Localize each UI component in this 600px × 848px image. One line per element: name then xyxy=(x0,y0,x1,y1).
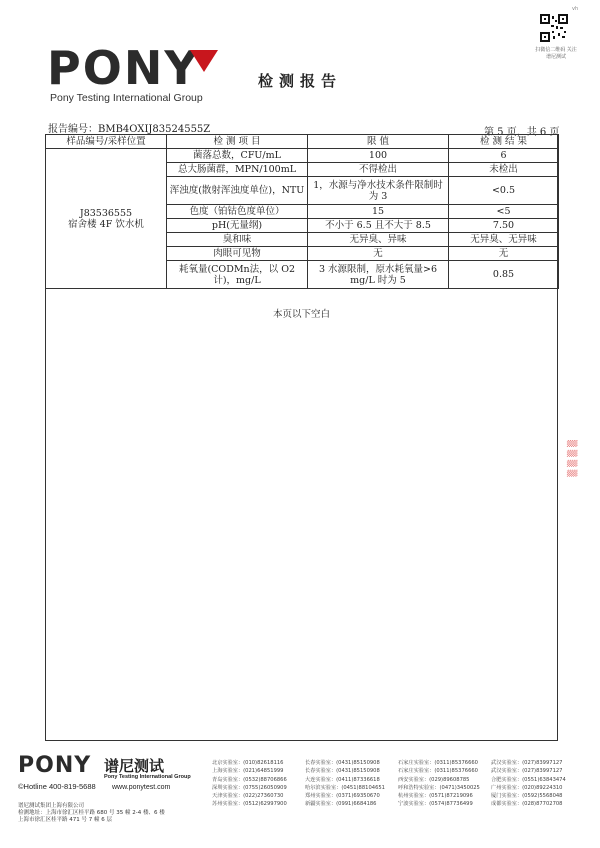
address-line: 检测地址：上海市徐汇区桂平路 680 号 35 幢 2-4 楼、6 楼 xyxy=(18,810,165,816)
qr-code-icon xyxy=(540,14,568,42)
lab-contact: 厦门实验室：(0592)5568048 xyxy=(491,793,563,800)
footer-company-en: Pony Testing International Group xyxy=(104,774,191,780)
limit-cell: 100 xyxy=(308,149,449,163)
result-cell: 无 xyxy=(449,247,559,261)
blank-below-note: 本页以下空白 xyxy=(272,309,330,320)
item-cell: 耗氧量(CODMn法，以 O2 计)，mg/L xyxy=(167,261,308,289)
lab-contact: 大连实验室：(0411)87336618 xyxy=(305,776,380,783)
limit-cell: 3 水源限制，原水耗氧量>6 mg/L 时为 5 xyxy=(308,261,449,289)
table-row xyxy=(46,149,559,163)
lab-contact: 深圳实验室：(0755)26050909 xyxy=(212,784,287,791)
lab-contact: 呼和浩特实验室：(0471)3450025 xyxy=(398,784,480,791)
footer-company-cn: 谱尼测试 xyxy=(104,757,165,775)
lab-contact: 武汉实验室：(027)83997127 xyxy=(491,760,563,766)
pony-logo: PONY xyxy=(47,41,200,95)
sample-id: J83536555 xyxy=(79,207,133,219)
logo-subtitle: Pony Testing International Group xyxy=(50,92,203,104)
result-cell: 未检出 xyxy=(449,163,559,177)
item-cell: 肉眼可见物 xyxy=(167,247,308,261)
footer-address xyxy=(18,803,165,824)
qr-caption: 扫微信二维码 关注谱尼测试 xyxy=(535,47,577,60)
header-limit: 限 值 xyxy=(308,135,449,149)
item-cell: 总大肠菌群，MPN/100mL xyxy=(167,163,308,177)
lab-contact: 天津实验室：(022)27360730 xyxy=(212,793,284,800)
limit-cell: 1，水源与净水技术条件限制时为 3 xyxy=(308,177,449,205)
seal-stamp: ▒▒▒▒ xyxy=(566,440,576,480)
lab-contact: 新疆实验室：(0991)6684186 xyxy=(305,801,377,808)
lab-contact: 合肥实验室：(0551)63843474 xyxy=(491,776,566,783)
table-header-row xyxy=(46,135,559,149)
sample-cell xyxy=(46,149,167,289)
copyright-icon: © xyxy=(18,782,24,791)
lab-contact: 杭州实验室：(0571)87219096 xyxy=(398,793,473,800)
lab-contact: 上海实验室：(021)64851999 xyxy=(212,768,284,775)
lab-contact: 西安实验室：(029)89608785 xyxy=(398,776,470,783)
logo-triangle-icon xyxy=(190,50,218,72)
lab-contact: 青岛实验室：(0532)88706866 xyxy=(212,776,287,783)
limit-cell: 15 xyxy=(308,205,449,219)
hotline-text: Hotline 400-819-5688 xyxy=(23,782,96,791)
results-table xyxy=(45,134,559,289)
lab-contact: 石家庄实验室：(0311)85376660 xyxy=(398,768,478,775)
item-cell: 浑浊度(散射浑浊度单位)，NTU xyxy=(167,177,308,205)
limit-cell: 不得检出 xyxy=(308,163,449,177)
footer-logo: PONY xyxy=(18,753,92,778)
lab-contact: 长春实验室：(0431)85150908 xyxy=(305,760,380,766)
item-cell: 色度（铂钴色度单位） xyxy=(167,205,308,219)
result-cell: 6 xyxy=(449,149,559,163)
limit-cell: 无异臭、异味 xyxy=(308,233,449,247)
page-number: 第 5 页，共 6 页 xyxy=(484,127,560,138)
lab-contact: 武汉实验室：(027)83997127 xyxy=(491,768,563,775)
header-result: 检 测 结 果 xyxy=(449,135,559,149)
result-cell: <5 xyxy=(449,205,559,219)
lab-contact: 长春实验室：(0431)85150908 xyxy=(305,768,380,775)
lab-contact: 哈尔滨实验室：(0451)88104651 xyxy=(305,784,385,791)
lab-contact: 石家庄实验室：(0311)85376660 xyxy=(398,760,478,766)
item-cell: pH(无量纲) xyxy=(167,219,308,233)
report-number: 报告编号：BMB4OXIJ83524555Z xyxy=(48,124,211,135)
lab-contact: 苏州实验室：(0512)62997900 xyxy=(212,801,287,808)
lab-contact: 成都实验室：(028)87702708 xyxy=(491,801,563,808)
result-cell: 7.50 xyxy=(449,219,559,233)
limit-cell: 无 xyxy=(308,247,449,261)
page-title: 检测报告 xyxy=(258,72,343,90)
result-cell: 无异臭、无异味 xyxy=(449,233,559,247)
lab-contact: 广州实验室：(020)89224310 xyxy=(491,784,563,791)
header-sample: 样品编号/采样位置 xyxy=(46,135,167,149)
lab-contact: 北京实验室：(010)82618116 xyxy=(212,760,284,766)
result-cell: 0.85 xyxy=(449,261,559,289)
header-item: 检 测 项 目 xyxy=(167,135,308,149)
lab-contact: 宁波实验室：(0574)87736499 xyxy=(398,801,473,808)
item-cell: 菌落总数，CFU/mL xyxy=(167,149,308,163)
footer-website[interactable]: www.ponytest.com xyxy=(112,784,171,791)
limit-cell: 不小于 6.5 且不大于 8.5 xyxy=(308,219,449,233)
address-line: 上海市徐汇区桂平路 471 号 7 幢 6 层 xyxy=(18,817,112,823)
footer-hotline xyxy=(18,782,96,791)
item-cell: 臭和味 xyxy=(167,233,308,247)
result-cell: <0.5 xyxy=(449,177,559,205)
sample-location: 宿舍楼 4F 饮水机 xyxy=(68,218,144,230)
lab-contacts xyxy=(212,759,584,809)
address-line: 谱尼测试集团上海有限公司 xyxy=(18,803,85,809)
lab-contact: 郑州实验室：(0371)69350670 xyxy=(305,793,380,800)
corner-mark: vh xyxy=(572,6,579,12)
